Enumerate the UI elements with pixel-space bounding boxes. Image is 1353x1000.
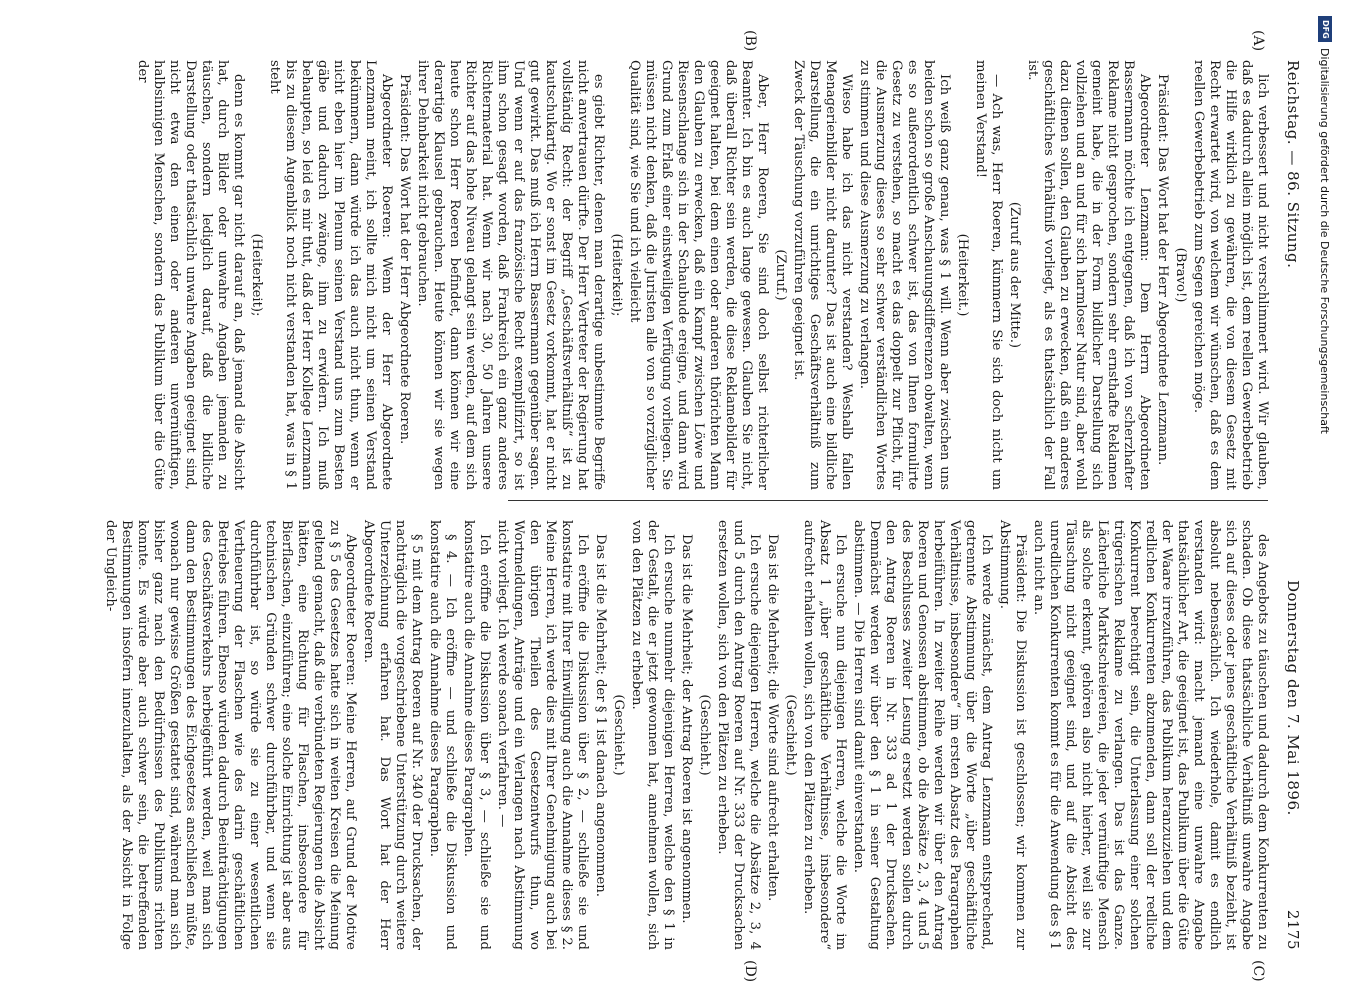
- stage-direction: (Geschieht.): [611, 694, 626, 776]
- paragraph: Wieso habe ich das nicht verstanden? Weshalb fallen Menagerienbilder nicht darunter? Das ist auch eine bildliche Darstellung, die ein unrichtiges Geschäftsverhältniß zum Zweck der Täuschung vorzuführen geeignet ist.: [791, 60, 854, 490]
- stage-direction: (Geschieht.): [783, 694, 798, 776]
- stage-direction: (Heiterkeit);: [609, 233, 624, 317]
- left-text-column: [132, 60, 1270, 490]
- stage-direction: (Zuruf.): [773, 249, 788, 301]
- column-divider: [508, 500, 1268, 501]
- credit-text: Digitalisierung gefördert durch die Deutsche Forschungsgemeinschaft: [1318, 48, 1331, 434]
- paragraph: § 4. — Ich eröffne — und schließe die Diskussion und konstatire auch die Annahme dieses Paragraphen.: [427, 520, 458, 950]
- paragraph: Ich ersuche nun diejenigen Herren, welche die Worte im Absatz 1 „über geschäftliche Verhältnisse, insbesondere“ aufrecht erhalten wollen, sich von den Plätzen zu erheben.: [801, 520, 848, 950]
- right-text-column: [100, 520, 1270, 950]
- dfg-logo: DFG: [1318, 16, 1332, 42]
- paragraph: Ich eröffne die Diskussion über § 3, — schließe sie und konstatire auch die Annahme dieses Paragraphen.: [461, 520, 492, 950]
- paragraph: es giebt Richter, denen man derartige unbestimmte Begriffe nicht anvertrauen dürfte. Der Herr Vertreter der Regierung hat vollständig Recht: der Begriff „Geschäftsverhältniß“ ist zu kautschukartig. Wo er sonst im Gesetz vorkommt, hat er nicht gut gewirkt. Das muß ich Herrn Bassermann gegenüber sagen. Und wenn er auf das französische Recht exemplifizirt, so ist ihm schon gesagt worden, daß Frankreich ein ganz anderes Richtermaterial hat. Wenn wir nach 30, 50 Jahren unsere Richter auf das hohe Niveau gelangt sein werden, auf dem sich heute schon Herr Roeren befindet, dann können wir eine derartige Klausel gebrauchen. Heute können wir sie wegen ihrer Dehnbarkeit nicht gebrauchen.: [415, 60, 606, 490]
- paragraph: Abgeordneter Roeren: Wenn der Herr Abgeordnete Lenzmann meint, ich sollte mich nicht um seinen Verstand bekümmern, dann würde ich das auch nicht thun, wenn er nicht eben hier im Plenum seinen Verstand uns zum Besten gäbe und dadurch zwänge, ihm zu erwidern. Ich muß behaupten, so leid es mir thut, daß der Herr Kollege Lenzmann bis zu diesem Augenblick noch nicht verstanden hat, was in § 1 steht: [267, 60, 394, 490]
- paragraph: Abgeordneter Roeren: Meine Herren, auf Grund der Motive zu § 5 des Gesetzes hatte sich in weiten Kreisen die Meinung geltend gemacht, daß die verbündeten Regierungen die Absicht hätten, eine Richtung für Flaschen, insbesondere für Bierflaschen, einzuführen; eine solche Einrichtung ist aber aus technischen Gründen schwer durchführbar, und wenn sie durchführbar ist, so würde sie zu einer wesentlichen Vertheuerung der Flaschen wie des darin geschäftlichen Betriebes führen. Ebenso würden dadurch Beeinträchtigungen des Geschäftsverkehrs herbeigeführt werden, weil man sich dann den Bestimmungen des Eichgesetzes anschließen müßte, wonach nur gewisse Größen gestattet sind, während man sich bisher ganz nach den Bedürfnissen des Publikums richten konnte. Es würde aber auch schwer sein, die betreffenden Bestimmungen insofern innezuhalten, als der Absicht in Folge der Ungleich-: [103, 520, 358, 950]
- margin-mark-b: (B): [742, 30, 758, 52]
- paragraph: Das ist die Mehrheit; die Worte sind aufrecht erhalten.: [765, 534, 780, 902]
- stage-direction: (Zuruf aus der Mitte.): [1007, 201, 1022, 349]
- paragraph: Ich werde zunächst, dem Antrag Lenzmann entsprechend, getrennte Abstimmung über die Worte „über geschäftliche Verhältnisse, insbesondere“ im ersten Absatz des Paragraphen herbeiführen. In zweiter Reihe werden wir über den Antrag Roeren und Genossen abstimmen, ob die Absätze 2, 3, 4 und 5 des Beschlusses zweiter Lesung ersetzt werden sollen durch den Antrag Roeren in Nr. 333 ad 1 der Drucksachen. Demnächst werden wir über den § 1 in seiner Gestaltung abstimmen. — Die Herren sind damit einverstanden.: [851, 520, 994, 950]
- paragraph: Das ist die Mehrheit; der § 1 ist danach angenommen.: [593, 534, 608, 897]
- paragraph: Präsident: Das Wort hat der Herr Abgeordnete Lenzmann.: [1155, 74, 1170, 466]
- running-header: [1280, 60, 1306, 950]
- paragraph: Das ist die Mehrheit; der Antrag Roeren ist angenommen.: [679, 534, 694, 924]
- header-date: Donnerstag den 7. Mai 1896.: [1284, 580, 1302, 816]
- paragraph: § 5 mit dem Antrag Roeren auf Nr. 340 der Drucksachen, der nachträglich die vorgeschriebene Unterstützung durch weitere Unterzeichnung erfahren hat. Das Wort hat der Herr Abgeordnete Roeren.: [361, 520, 424, 950]
- digitization-credit: [1318, 8, 1338, 1000]
- stage-direction: (Heiterkeit);: [249, 233, 264, 317]
- paragraph: lich verbessert und nicht verschlimmert wird. Wir glauben, daß es dadurch allein möglich ist, dem reellen Gewerbebetrieb die Hilfe wirklich zu gewähren, die von diesem Gesetz mit Recht erwartet wird, von welchem wir wünschen, daß es dem reellen Gewerbebetrieb zum Segen gereichen möge.: [1191, 60, 1270, 490]
- paragraph: — Ach was, Herr Roeren, kümmern Sie sich doch nicht um meinen Verstand!: [973, 60, 1004, 490]
- margin-mark-d: (D): [742, 960, 758, 983]
- paragraph: Ich ersuche nunmehr diejenigen Herren, welche den § 1 in der Gestalt, die er jetzt gewonnen hat, annehmen wollen, sich von den Plätzen zu erheben.: [629, 520, 676, 950]
- paragraph: des Angebots zu täuschen und dadurch dem Konkurrenten zu schaden. Ob diese thatsächliche Verhältniß unwahre Angabe sich auf dieses oder jenes geschäftliche Verhältniß bezieht, ist absolut nebensächlich. Ich wiederhole, damit es endlich verstanden wird: macht jemand eine unwahre Angabe thatsächlicher Art, die geeignet ist, das Publikum über die Güte der Waare irrezuführen, das Publikum heranzuziehen und dem redlichen Konkurrenten abzumenden, dann soll der redliche Konkurrent berechtigt sein, die Unterlassung einer solchen trügerischen Reklame zu verlangen. Das ist das Ganze. Lächerliche Marktschreiereien, die jeder vernünftige Mensch als solche erkennt, gehören also nicht hierher, weil sie zur Täuschung nicht geeignet sind, und auf die Absicht des unredlichen Konkurrenten kommt es für die Anwendung des § 1 auch nicht an.: [1031, 520, 1270, 950]
- paragraph: denn es kommt gar nicht darauf an, daß jemand die Absicht hat, durch Bilder oder unwahre Angaben jemanden zu täuschen, sondern lediglich darauf, daß die bildliche Darstellung oder thatsächlich unwahre Angaben geeignet sind, nicht etwa den einen oder anderen unvernünftigen, halbsinnigen Menschen, sondern das Publikum über die Güte der: [135, 60, 246, 490]
- page-number: 2175: [1284, 909, 1302, 950]
- stage-direction: (Geschieht.): [697, 694, 712, 776]
- paragraph: Ich eröffne die Diskussion über § 2, — schließe sie und konstatire mit Ihrer Einwilligung auch die Annahme dieses § 2. Meine Herren, ich werde dies mit Ihrer Genehmigung auch bei den übrigen Theilen des Gesetzentwurfs thun, wo Wortmeldungen, Anträge und ein Verlangen nach Abstimmung nicht vorliegt. Ich werde sonach verfahren. —: [495, 520, 590, 950]
- paragraph: Präsident: Die Diskussion ist geschlossen; wir kommen zur Abstimmung.: [997, 520, 1028, 950]
- margin-mark-c: (C): [1250, 960, 1266, 982]
- rotated-page-frame: [18, 0, 1318, 1000]
- paragraph: Abgeordneter Lenzmann: Dem Herrn Abgeordneten Bassermann möchte ich entgegnen, daß ich von scherzhafter Reklame nicht gesprochen, sondern sehr ernsthafte Reklamen gemeint habe, die in der Form bildlicher Darstellung sich vollziehen und an und für sich harmloser Natur sind, aber wohl dazu dienen sollen, den Glauben zu erwecken, daß ein anderes geschäftliches Verhältniß vorliegt, als es thatsächlich der Fall ist.: [1025, 60, 1152, 490]
- stage-direction: (Heiterkeit.): [955, 233, 970, 317]
- header-session: Reichstag. — 86. Sitzung.: [1284, 60, 1302, 269]
- paragraph: Ich weiß ganz genau, was § 1 will. Wenn aber zwischen uns beiden schon so große Anschauungsdifferenzen obwalten, wenn es so außerordentlich schwer ist, das von Ihnen formulirte Gesetz zu verstehen, so macht es das doppelt zur Pflicht, für die Ausmerzung dieses so sehr schwer verständlichen Wortes zu stimmen und diese Ausmerzung zu verlangen.: [857, 60, 952, 490]
- margin-mark-a: (A): [1250, 30, 1266, 52]
- paragraph: Ich ersuche diejenigen Herren, welche die Absätze 2, 3, 4 und 5 durch den Antrag Roeren auf Nr. 333 der Drucksachen ersetzen wollen, sich von den Plätzen zu erheben.: [715, 520, 762, 950]
- paragraph: Präsident: Das Wort hat der Herr Abgeordnete Roeren.: [397, 74, 412, 445]
- stage-direction: (Bravo!): [1173, 247, 1188, 303]
- paragraph: Aber, Herr Roeren, Sie sind doch selbst richterlicher Beamter. Ich bin es auch lange gewesen. Glauben Sie nicht, daß überall Richter sein werden, die diese Reklamebilder für geeignet halten, bei dem einen oder anderen thörichten Mann den Glauben zu erwecken, daß ein Kampf zwischen Löwe und Riesenschlange sich in der Schaubude ereigne, und dann wird Grund zum Erlaß einer einstweiligen Verfügung vorliegen. Sie müssen nicht denken, daß die Juristen alle von so vorzüglicher Qualität sind, wie Sie und ich vielleicht: [627, 60, 770, 490]
